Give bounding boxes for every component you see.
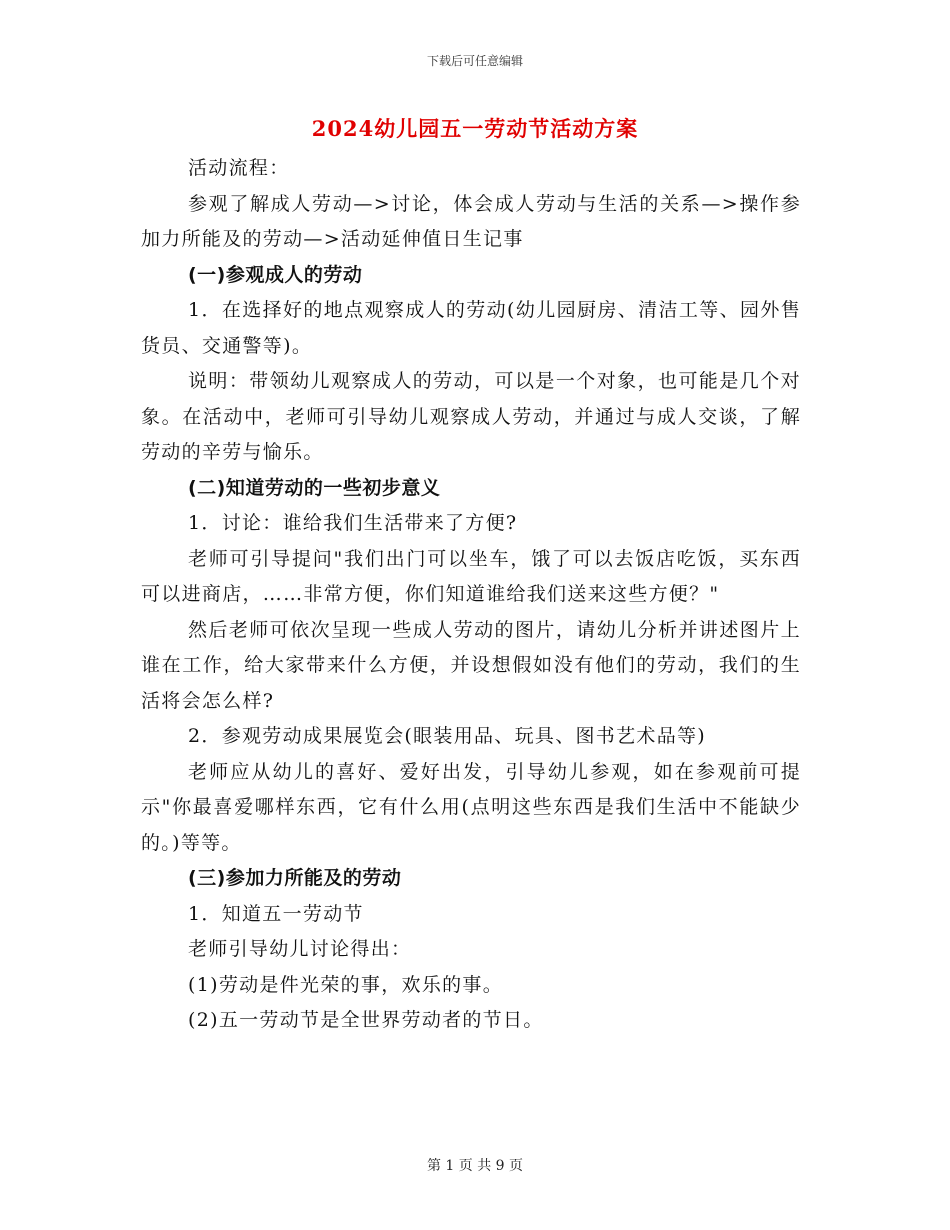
section-heading: (二)知道劳动的一些初步意义 [188,476,441,499]
paragraph: 1．讨论：谁给我们生活带来了方便? [188,512,518,534]
section-heading: (一)参观成人的劳动 [188,263,363,286]
paragraph: 1．知道五一劳动节 [188,902,364,925]
paragraph: 说明：带领幼儿观察成人的劳动，可以是一个对象，也可能是几个对象。在活动中，老师可引导幼儿观察成人劳动，并通过与成人交谈，了解劳动的辛劳与愉乐。 [141,370,801,463]
paragraph: 1．在选择好的地点观察成人的劳动(幼儿园厨房、清洁工等、园外售货员、交通警等)。 [141,299,801,357]
paragraph: 老师引导幼儿讨论得出： [188,938,412,960]
page-number-indicator: 第 1 页 共 9 页 [426,1158,524,1174]
paragraph: 老师应从幼儿的喜好、爱好出发，引导幼儿参观，如在参观前可提示"你最喜爱哪样东西，它有什么用(点明这些东西是我们生活中不能缺少的。)等等。 [141,760,801,854]
paragraph: 老师可引导提问"我们出门可以坐车，饿了可以去饭店吃饭，买东西可以进商店，……非常方便，你们知道谁给我们送来这些方便？" [141,547,801,605]
document-body [141,151,801,1039]
paragraph: 然后老师可依次呈现一些成人劳动的图片，请幼儿分析并讲述图片上谁在工作，给大家带来什么方便，并设想假如没有他们的劳动，我们的生活将会怎么样? [141,618,801,712]
section-heading: (三)参加力所能及的劳动 [188,867,402,889]
document-title: 2024幼儿园五一劳动节活动方案 [311,116,639,141]
list-item: (1)劳动是件光荣的事，欢乐的事。 [188,973,504,996]
paragraph: 活动流程： [188,157,290,179]
page-header-note: 下载后可任意编辑 [426,54,523,68]
list-item: (2)五一劳动节是全世界劳动者的节日。 [188,1009,544,1031]
paragraph: 2．参观劳动成果展览会(眼装用品、玩具、图书艺术品等) [188,725,707,747]
paragraph: 参观了解成人劳动—>讨论，体会成人劳动与生活的关系—>操作参加力所能及的劳动—>活动延伸值日生记事 [141,192,801,250]
